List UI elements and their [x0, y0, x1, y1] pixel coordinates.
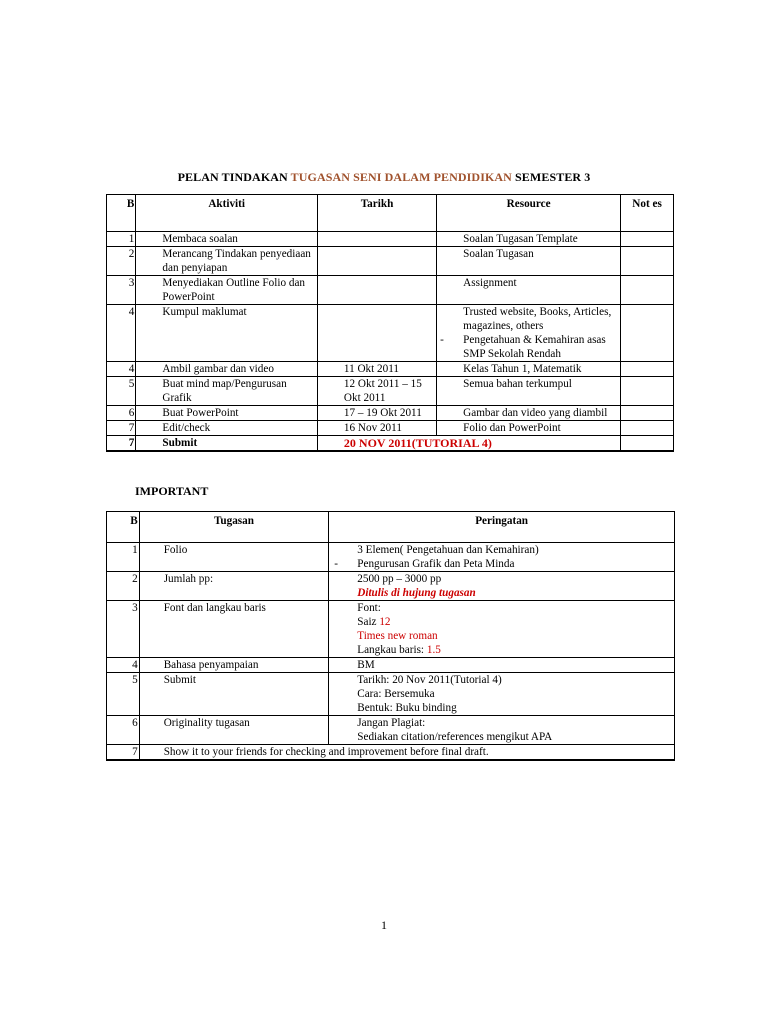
notes-cell: [621, 377, 674, 406]
table-row: [107, 572, 675, 601]
table-row: [107, 543, 675, 572]
reminder-line: [357, 687, 674, 701]
resource-cell: [437, 232, 621, 247]
notes-cell: [621, 436, 674, 452]
task-cell: Folio: [139, 543, 329, 572]
notes-cell: [621, 406, 674, 421]
activity-cell: Buat PowerPoint: [136, 406, 318, 421]
bullet-dash-icon: -: [334, 558, 338, 570]
reminder-cell: [329, 601, 675, 658]
activity-cell: Merancang Tindakan penyediaan dan penyiapan: [136, 247, 318, 276]
task-cell: Font dan langkau baris: [139, 601, 329, 658]
final-row: [107, 745, 675, 761]
activity-cell: Ambil gambar dan video: [136, 362, 318, 377]
header-no: B: [107, 195, 136, 232]
table-header-row: [107, 512, 675, 543]
table-row: [107, 716, 675, 745]
title-part-2: SEMESTER 3: [511, 170, 591, 184]
table-row: [107, 305, 674, 362]
row-number: 6: [107, 406, 136, 421]
notes-cell: [621, 421, 674, 436]
resource-bullet: [440, 333, 620, 361]
reminder-line: [357, 643, 674, 657]
row-number: 4: [107, 658, 140, 673]
reminder-text: BM: [357, 659, 375, 671]
action-plan-table: [106, 194, 674, 452]
task-cell: Jumlah pp:: [139, 572, 329, 601]
task-cell: Submit: [139, 673, 329, 716]
date-cell: [317, 305, 436, 362]
table-row: [107, 362, 674, 377]
page-number: 1: [381, 918, 387, 932]
action-plan-body: [107, 232, 674, 452]
reminder-cell: [329, 673, 675, 716]
date-cell: [317, 276, 436, 305]
date-cell: 17 – 19 Okt 2011: [317, 406, 436, 421]
date-cell: 12 Okt 2011 – 15 Okt 2011: [317, 377, 436, 406]
reminder-text: Jangan Plagiat:: [357, 717, 426, 729]
table-row: [107, 247, 674, 276]
row-number: 7: [107, 436, 136, 452]
table-row: [107, 421, 674, 436]
reminder-text: Font:: [357, 602, 381, 614]
resource-text: Assignment: [463, 277, 517, 289]
activity-cell: Edit/check: [136, 421, 318, 436]
header-activity: Aktiviti: [136, 195, 318, 232]
submit-date: 20 NOV 2011(TUTORIAL 4): [317, 436, 620, 452]
important-body: [107, 543, 675, 761]
row-number: 6: [107, 716, 140, 745]
table-row: [107, 658, 675, 673]
reminder-line: [357, 673, 674, 687]
notes-cell: [621, 276, 674, 305]
reminder-line: [334, 557, 674, 571]
reminder-cell: [329, 716, 675, 745]
resource-cell: [437, 406, 621, 421]
resource-text: Trusted website, Books, Articles, magazines, others: [463, 306, 612, 332]
resource-bullet-text: Pengetahuan & Kemahiran asas SMP Sekolah Rendah: [463, 334, 606, 360]
final-note: Show it to your friends for checking and improvement before final draft.: [139, 745, 674, 761]
title-accent: TUGASAN SENI DALAM PENDIDIKAN: [290, 170, 512, 184]
reminder-text: Tarikh: 20 Nov 2011(Tutorial 4): [357, 674, 502, 686]
reminder-text: Langkau baris:: [357, 644, 427, 656]
reminder-cell: [329, 543, 675, 572]
header-notes: Not es: [621, 195, 674, 232]
activity-cell: Kumpul maklumat: [136, 305, 318, 362]
table-row: [107, 673, 675, 716]
notes-cell: [621, 232, 674, 247]
reminder-text: Times new roman: [357, 630, 438, 642]
resource-cell: [437, 377, 621, 406]
resource-cell: [437, 305, 621, 362]
reminder-cell: [329, 658, 675, 673]
reminder-line: [357, 701, 674, 715]
activity-cell: Menyediakan Outline Folio dan PowerPoint: [136, 276, 318, 305]
reminder-text: Cara: Bersemuka: [357, 688, 435, 700]
reminder-line: [357, 572, 674, 586]
date-cell: [317, 247, 436, 276]
row-number: 5: [107, 377, 136, 406]
submit-label: Submit: [136, 436, 318, 452]
resource-text: Semua bahan terkumpul: [463, 378, 572, 390]
reminder-text: Pengurusan Grafik dan Peta Minda: [357, 558, 515, 570]
row-number: 4: [107, 305, 136, 362]
date-cell: [317, 232, 436, 247]
table-row: [107, 377, 674, 406]
header-reminder: Peringatan: [329, 512, 675, 543]
reminder-value: 1.5: [426, 644, 441, 656]
resource-text: Soalan Tugasan Template: [463, 233, 578, 245]
table-row: [107, 406, 674, 421]
reminder-text: 2500 pp – 3000 pp: [357, 573, 442, 585]
activity-cell: Membaca soalan: [136, 232, 318, 247]
reminder-cell: [329, 572, 675, 601]
reminder-line: [357, 543, 674, 557]
row-number: 3: [107, 601, 140, 658]
reminder-line: [357, 658, 674, 672]
document-title: [0, 170, 768, 185]
activity-cell: Buat mind map/Pengurusan Grafik: [136, 377, 318, 406]
header-task: Tugasan: [139, 512, 329, 543]
reminder-line: [357, 716, 674, 730]
table-row: [107, 276, 674, 305]
resource-cell: [437, 276, 621, 305]
row-number: 7: [107, 421, 136, 436]
table-header-row: [107, 195, 674, 232]
row-number: 5: [107, 673, 140, 716]
important-table: [106, 511, 675, 761]
important-heading: IMPORTANT: [135, 484, 209, 498]
bullet-dash-icon: -: [440, 334, 444, 346]
row-number: 1: [107, 543, 140, 572]
reminder-line: [357, 730, 674, 744]
submit-row: [107, 436, 674, 452]
date-cell: 16 Nov 2011: [317, 421, 436, 436]
date-cell: 11 Okt 2011: [317, 362, 436, 377]
header-date: Tarikh: [317, 195, 436, 232]
table-row: [107, 232, 674, 247]
reminder-text: Sediakan citation/references mengikut APA: [357, 731, 553, 743]
resource-text: Folio dan PowerPoint: [463, 422, 561, 434]
resource-text: Kelas Tahun 1, Matematik: [463, 363, 582, 375]
reminder-line: [357, 615, 674, 629]
notes-cell: [621, 305, 674, 362]
resource-cell: [437, 421, 621, 436]
title-part-1: PELAN TINDAKAN: [177, 170, 291, 184]
row-number: 2: [107, 247, 136, 276]
reminder-line: [357, 586, 674, 600]
resource-cell: [437, 247, 621, 276]
table-row: [107, 601, 675, 658]
row-number: 7: [107, 745, 140, 761]
header-no: B: [107, 512, 140, 543]
reminder-value: 12: [379, 616, 391, 628]
task-cell: Originality tugasan: [139, 716, 329, 745]
reminder-line: [357, 601, 674, 615]
row-number: 4: [107, 362, 136, 377]
task-cell: Bahasa penyampaian: [139, 658, 329, 673]
resource-text: Soalan Tugasan: [463, 248, 534, 260]
row-number: 1: [107, 232, 136, 247]
row-number: 3: [107, 276, 136, 305]
reminder-text: 3 Elemen( Pengetahuan dan Kemahiran): [357, 544, 539, 556]
notes-cell: [621, 247, 674, 276]
reminder-text: Ditulis di hujung tugasan: [357, 587, 476, 599]
resource-cell: [437, 362, 621, 377]
header-resource: Resource: [437, 195, 621, 232]
row-number: 2: [107, 572, 140, 601]
reminder-text: Saiz: [357, 616, 380, 628]
resource-text: Gambar dan video yang diambil: [463, 407, 608, 419]
reminder-line: [357, 629, 674, 643]
notes-cell: [621, 362, 674, 377]
reminder-text: Bentuk: Buku binding: [357, 702, 457, 714]
